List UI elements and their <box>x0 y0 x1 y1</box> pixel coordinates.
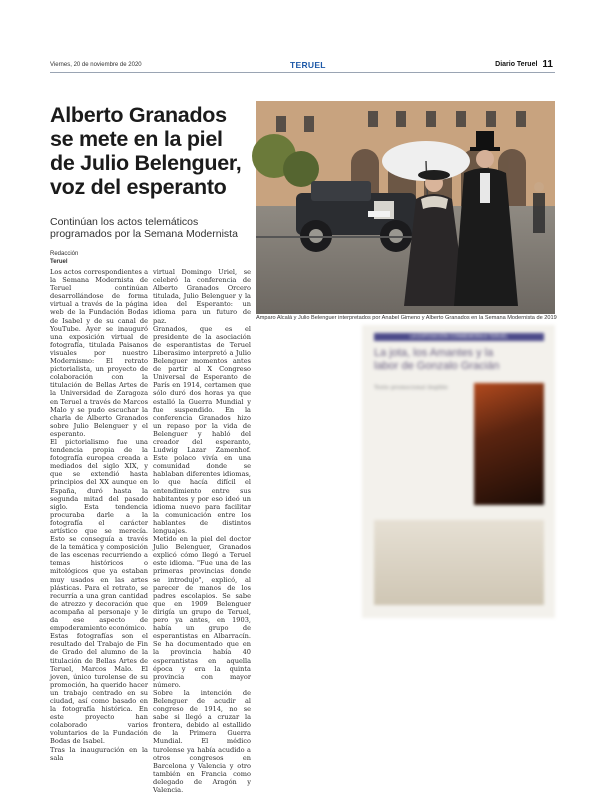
article-column-1: Los actos correspondientes a la Semana Modernista de Teruel continúan desarrollándose de forma virtual a través de la página web de la Fundación Bodas de Isabel y de su canal de YouTube. Ayer se inauguró una exposición virtual de fotografía, titulada Paisanos visuales por nuestro Modernismo: El retrato pictorialista, un proyecto de colaboración con la titulación de Bellas Artes de la Universidad de Zaragoza en Teruel a través de Marcos Malo y se pudo escuchar la charla de Alberto Granados sobre Julio Belenguer y el esperanto. El pictorialismo fue una tendencia propia de la fotografía europea creada a mediados del siglo XIX, y que se extendió hasta principios del XX aunque en España, duró hasta la segunda mitad del pasado siglo. Esta tendencia procuraba darle a la fotografía el carácter artístico que se merecía. Esto se conseguía a través de la temática y composición de las escenas recurriendo a temas históricos o mitológicos que ya estaban muy usados en las artes plásticas. Para el retrato, se recurría a una gran cantidad de atrezzo y decoración que acompaña al personaje y le da ese aspecto de empoderamiento económico. Estas fotografías son el resultado del Trabajo de Fin de Grado del alumno de la titulación de Bellas Artes de Teruel, Marcos Malo. El joven, único turolense de su promoción, ha querido hacer un trabajo centrado en su ciudad, así como basado en la fotografía histórica. En este proyecto han colaborado varios voluntarios de la Fundación Bodas de Isabel. Tras la inauguración en la sala <box>50 268 148 762</box>
header-masthead <box>495 59 553 70</box>
article-photo <box>256 101 555 314</box>
ad-image <box>474 383 544 505</box>
ad-title: La jota, los Amantes y la labor de Gonzalo Gracián <box>374 347 500 372</box>
article-subhead: Continúan los actos telemáticos programados por la Semana Modernista <box>50 216 238 240</box>
ad-text: Texto promocional ilegible <box>374 385 448 391</box>
ad-banner: LA EXPOSICIÓN CONMEMORA A TERUEL <box>374 333 544 341</box>
article-headline: Alberto Granados se mete en la piel de Julio Belenguer, voz del esperanto <box>50 103 242 199</box>
byline-label: Redacción <box>50 251 79 257</box>
article-byline <box>50 250 78 266</box>
page-number: 11 <box>542 59 553 70</box>
advertisement-block <box>362 325 555 618</box>
newspaper-name: Diario Teruel <box>495 61 538 68</box>
photo-caption: Amparo Alcalá y Julio Belenguer interpretados por Anabel Gimeno y Alberto Granados en la Semana Modernista de 2019 <box>256 315 557 321</box>
photo-illustration <box>256 101 555 314</box>
header-section: TERUEL <box>290 60 326 70</box>
byline-place: Teruel <box>50 259 68 265</box>
header-date: Viernes, 20 de noviembre de 2020 <box>50 62 142 68</box>
header-rule <box>50 72 555 73</box>
article-column-2: virtual Domingo Uriel, se celebró la conferencia de Alberto Granados Orcero titulada, Julio Belenguer y la idea del Esperanto: un idioma para un futuro de paz. Granados, que es el presidente de la asociación de esperantistas de Teruel Liberasimo interpretó a Julio Belenguer momentos antes de partir al X Congreso Universal de Esperanto de París en 1914, certamen que sólo duró dos horas ya que estalló la Guerra Mundial y fue suspendido. En la conferencia Granados hizo un repaso por la vida de Belenguer y habló del creador del esperanto, Ludwig Lazar Zamenhof. Este polaco vivía en una comunidad donde se hablaban diferentes idiomas, lo que hacía difícil el entendimiento entre sus habitantes y por eso ideó un idioma nuevo para facilitar la comunicación entre los hablantes de distintos lenguajes. Metido en la piel del doctor Julio Belenguer, Granados explicó cómo llegó a Teruel este idioma. "Fue una de las primeras provincias donde se introdujo", explicó, al parecer de manos de los padres escolapios. Se sabe que en 1909 Belenguer dirigía un grupo de Teruel, pero ya antes, en 1903, había un grupo de esperantistas en Albarracín. Se ha documentado que en la provincia había 40 esperantistas en aquella época y era la quinta provincia con mayor número. Sobre la intención de Belenguer de acudir al congreso de 1914, no se sabe si llegó a cruzar la frontera, debido al estallido de la Primera Guerra Mundial. El médico turolense ya había acudido a otros congresos en Barcelona y Valencia y otro también en Francia como delegado de Aragón y Valencia. <box>153 268 251 794</box>
ad-image-lower <box>374 520 544 605</box>
